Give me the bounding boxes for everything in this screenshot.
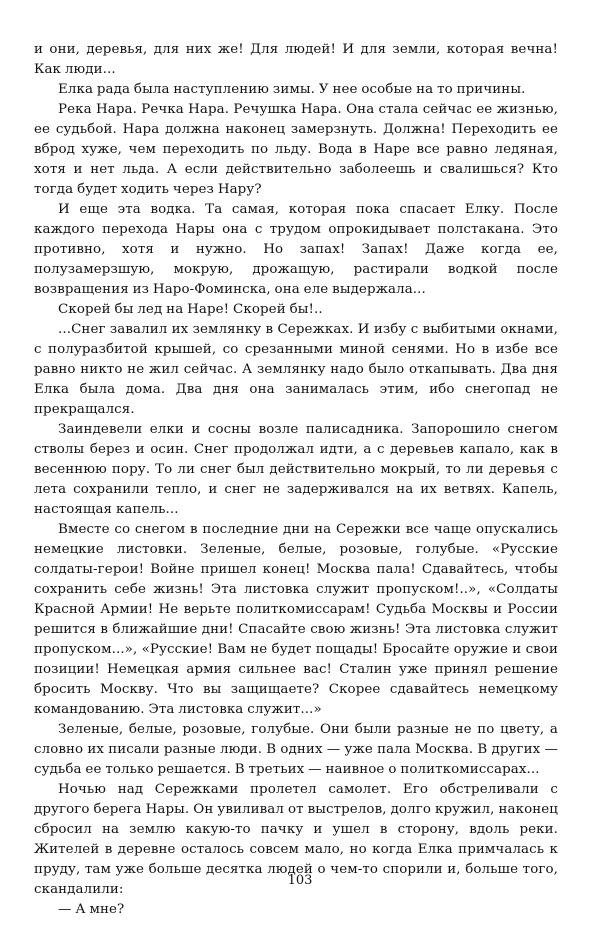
paragraph: Скорей бы лед на Наре! Скорей бы!.. [58, 302, 323, 317]
paragraph: — А мне? [58, 902, 125, 917]
page-text [34, 40, 558, 920]
paragraph-continued: и они, деревья, для них же! Для людей! И для земли, которая вечна! Как люди... [34, 42, 558, 77]
paragraph: Елка рада была наступлению зимы. У нее особые на то причины. [58, 82, 526, 97]
paragraph: Ночью над Сережками пролетел самолет. Его обстреливали с другого берега Нары. Он увиливал от выстрелов, долго кружил, наконец сбросил на землю какую-то пачку и ушел в сторону, вдоль реки. Жителей в деревне осталось совсем мало, но когда Елка примчалась к пруду, там уже больше десятка людей о чем-то спорили и, больше того, скандалили: [34, 782, 558, 897]
paragraph: Зеленые, белые, розовые, голубые. Они были разные не по цвету, а словно их писали разные люди. В одних — уже пала Москва. В других — судьба ее только решается. В третьих — наивное о политкомиссарах... [34, 722, 558, 777]
paragraph: Вместе со снегом в последние дни на Сережки все чаще опускались немецкие листовки. Зеленые, белые, розовые, голубые. «Русские солдаты-герои! Войне пришел конец! Москва пала! Сдавайтесь, чтобы сохранить себе жизнь! Эта листовка служит пропуском!..», «Солдаты Красной Армии! Не верьте политкомиссарам! Судьба Москвы и России решится в ближайшие дни! Спасайте свою жизнь! Эта листовка служит пропуском...», «Русские! Вам не будет пощады! Бросайте оружие и свои позиции! Немецкая армия сильнее вас! Сталин уже принял решение бросить Москву. Что вы защищаете? Скорее сдавайтесь немецкому командованию. Эта листовка служит...» [34, 522, 558, 717]
paragraph: И еще эта водка. Та самая, которая пока спасает Елку. После каждого перехода Нары она с трудом опрокидывает полстакана. Это противно, хотя и нужно. Но запах! Запах! Даже когда ее, полузамерзшую, мокрую, дрожащую, растирали водкой после возвращения из Наро-Фоминска, она еле выдержала... [34, 202, 558, 297]
paragraph: ...Снег завалил их землянку в Сережках. И избу с выбитыми окнами, с полуразбитой крышей, со срезанными миной сенями. Но в избе все равно никто не жил сейчас. А землянку надо было откапывать. Два дня Елка была дома. Два дня она занималась этим, ибо снегопад не прекращался. [34, 322, 558, 417]
paragraph: Заиндевели елки и сосны возле палисадника. Запорошило снегом стволы берез и осин. Снег продолжал идти, а с деревьев капало, как в весеннюю пору. То ли снег был действительно мокрый, то ли деревья с лета сохранили тепло, и снег не задерживался на их ветвях. Капель, настоящая капель... [34, 422, 558, 517]
paragraph: Река Нара. Речка Нара. Речушка Нара. Она стала сейчас ее жизнью, ее судьбой. Нара должна наконец замерзнуть. Должна! Переходить ее вброд хуже, чем переходить по льду. Вода в Наре все равно ледяная, хотя и нет льда. А если действительно заболеешь и свалишься? Кто тогда будет ходить через Нару? [34, 102, 558, 197]
page-number: 103 [287, 873, 313, 888]
